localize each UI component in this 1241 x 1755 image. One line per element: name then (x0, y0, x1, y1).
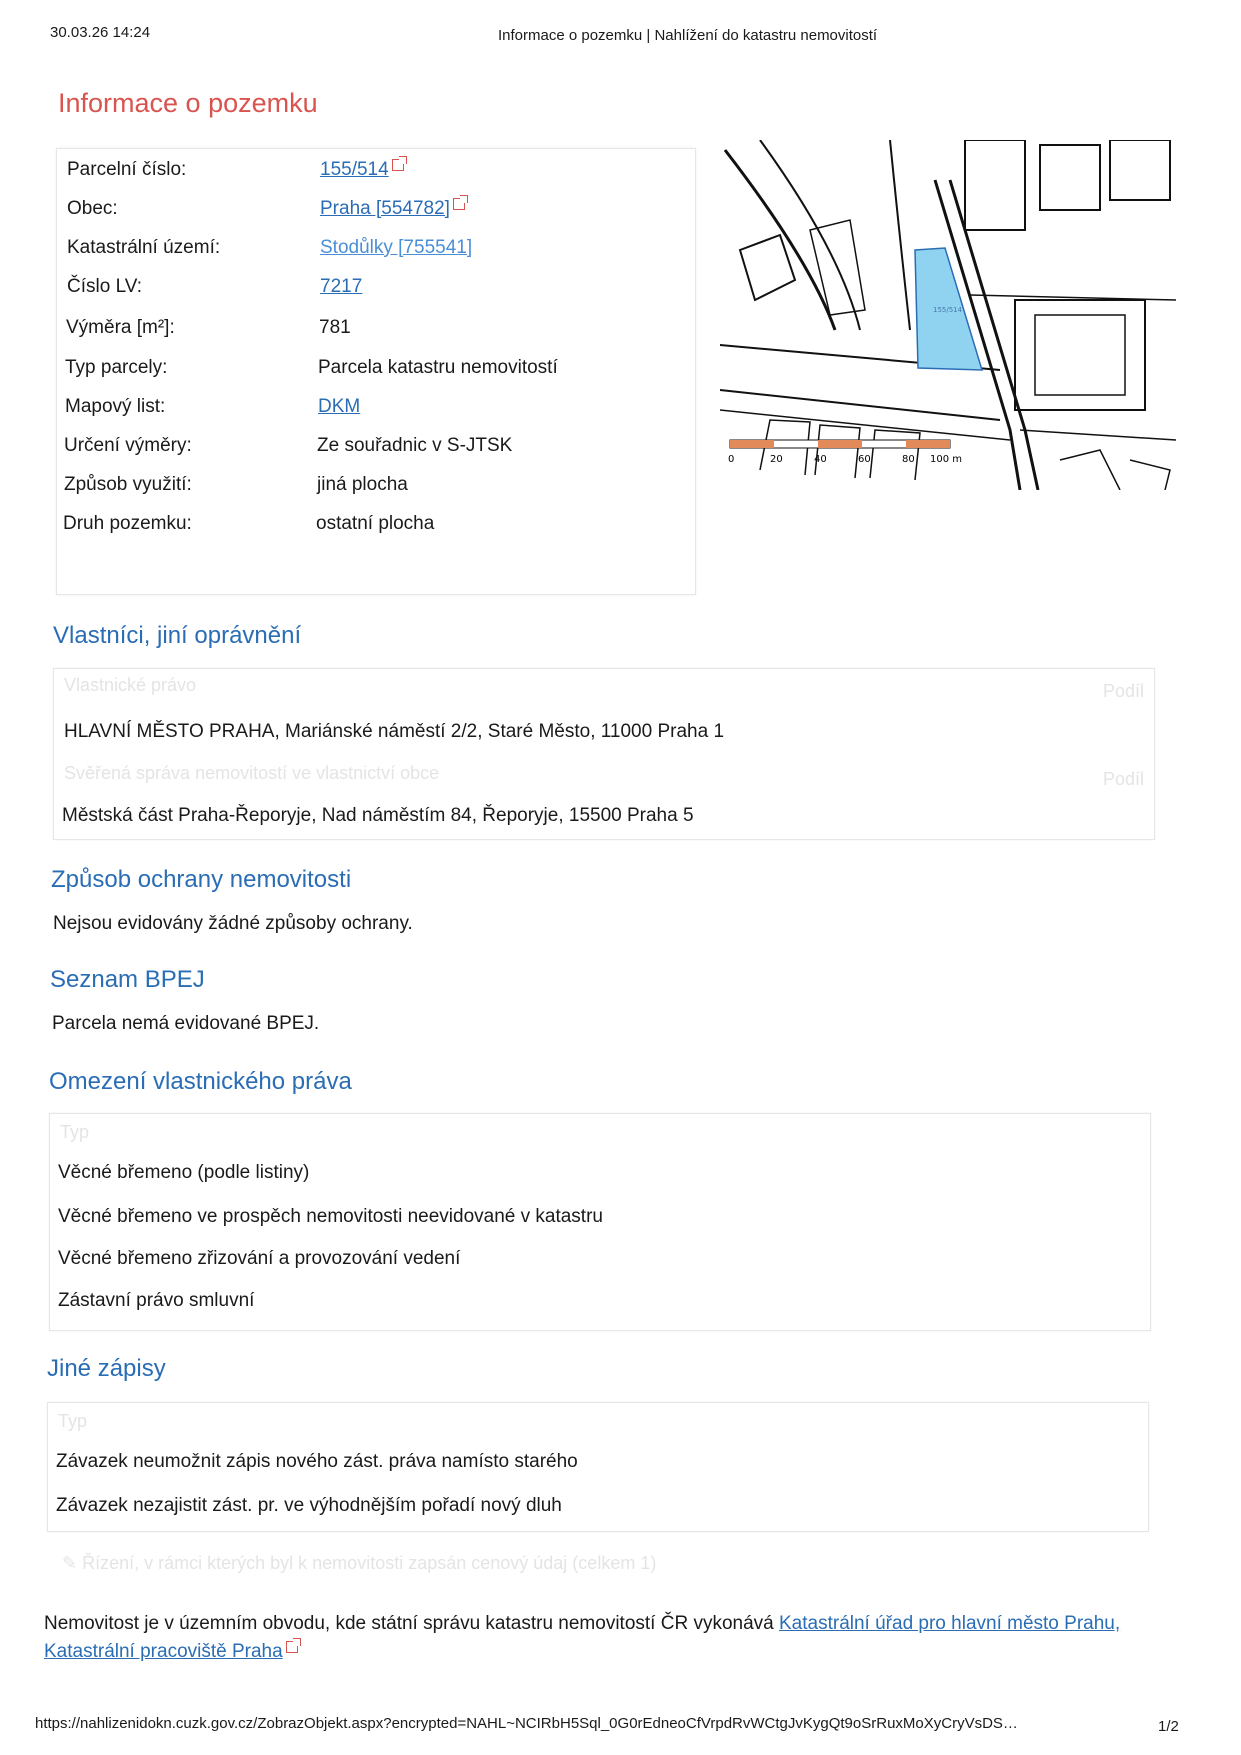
map-drawing (720, 140, 1176, 490)
scale-label: 80 (902, 454, 915, 465)
scale-label: 40 (814, 454, 827, 465)
scale-label: 0 (728, 454, 735, 465)
parcel-info-table (56, 148, 696, 595)
parcel-info-value (317, 474, 684, 500)
parcel-info-value (320, 237, 687, 263)
page-title: Informace o pozemku (58, 88, 318, 118)
scale-label: 20 (770, 454, 783, 465)
parcel-info-text: Parcela katastru nemovitostí (318, 357, 558, 378)
other-heading: Jiné zápisy (47, 1355, 166, 1382)
parcel-info-value (318, 396, 685, 422)
parcel-map[interactable] (720, 140, 1176, 490)
parcel-info-text: jiná plocha (317, 474, 408, 495)
restrictions-heading: Omezení vlastnického práva (49, 1068, 352, 1095)
bpej-heading: Seznam BPEJ (50, 966, 205, 993)
owners-panel (53, 668, 1155, 840)
parcel-info-value (319, 317, 686, 343)
parcel-info-row (67, 237, 687, 263)
scale-label: 60 (858, 454, 871, 465)
price-records-link[interactable] (62, 1553, 656, 1574)
parcel-info-label: Druh pozemku: (63, 513, 192, 534)
parcel-info-value (317, 435, 684, 461)
parcel-info-row (67, 276, 687, 302)
parcel-info-label: Určení výměry: (64, 435, 192, 456)
parcel-info-label: Způsob využití: (64, 474, 192, 495)
owners-heading: Vlastníci, jiní oprávnění (53, 622, 302, 649)
owners-group2-share-header: Podíl (1102, 769, 1144, 789)
price-records-text: Řízení, v rámci kterých byl k nemovitosti zapsán cenový údaj (celkem 1) (82, 1553, 657, 1573)
parcel-info-row (67, 159, 687, 185)
other-row: Závazek neumožnit zápis nového zást. práva namísto starého (56, 1451, 578, 1472)
parcel-info-row (65, 357, 685, 383)
owners-group2-header: Svěřená správa nemovitostí ve vlastnictví obce (64, 763, 440, 783)
scale-label: 100 m (930, 454, 963, 465)
restriction-row: Věcné břemeno ve prospěch nemovitosti neevidované v katastru (58, 1206, 603, 1227)
print-page-number: 1/2 (1158, 1718, 1179, 1735)
protection-text: Nejsou evidovány žádné způsoby ochrany. (53, 913, 413, 934)
parcel-info-label: Katastrální území: (67, 237, 221, 258)
parcel-info-label: Mapový list: (65, 396, 166, 417)
owners-group1-share-header: Podíl (1102, 681, 1144, 701)
parcel-info-label: Parcelní číslo: (67, 159, 187, 180)
parcel-info-text: ostatní plocha (316, 513, 435, 534)
parcel-info-row (66, 317, 686, 343)
other-panel (47, 1402, 1149, 1532)
parcel-info-link[interactable]: 155/514 (320, 159, 389, 180)
parcel-info-link[interactable]: 7217 (320, 276, 363, 297)
parcel-info-text: 781 (319, 317, 351, 338)
restrictions-panel (49, 1113, 1151, 1331)
parcel-info-label: Číslo LV: (67, 276, 142, 297)
parcel-info-value (318, 357, 685, 383)
bpej-text: Parcela nemá evidované BPEJ. (52, 1013, 320, 1034)
restriction-row: Věcné břemeno zřizování a provozování vedení (58, 1248, 461, 1269)
parcel-info-row (67, 198, 687, 224)
restriction-row: Věcné břemeno (podle listiny) (58, 1162, 310, 1183)
parcel-info-value (316, 513, 683, 539)
external-link-icon (453, 198, 465, 210)
other-type-header: Typ (58, 1411, 88, 1431)
jurisdiction-note (44, 1610, 1144, 1666)
restrictions-type-header: Typ (60, 1122, 90, 1142)
parcel-info-link[interactable]: Stodůlky [755541] (320, 237, 473, 258)
parcel-info-row (64, 435, 684, 461)
jurisdiction-text: Nemovitost je v územním obvodu, kde státní správu katastru nemovitostí ČR vykonává (44, 1613, 779, 1634)
parcel-info-link[interactable]: Praha [554782] (320, 198, 450, 219)
parcel-info-value (320, 159, 687, 185)
parcel-info-row (63, 513, 683, 539)
parcel-info-value (320, 276, 687, 302)
other-row: Závazek nezajistit zást. pr. ve výhodnějším pořadí nový dluh (56, 1495, 562, 1516)
print-title: Informace o pozemku | Nahlížení do katastru nemovitostí (498, 27, 878, 44)
parcel-info-link[interactable]: DKM (318, 396, 361, 417)
parcel-map-label: 155/514 (933, 306, 963, 314)
print-date: 30.03.26 14:24 (50, 24, 151, 41)
parcel-info-label: Obec: (67, 198, 118, 219)
external-link-icon (392, 159, 404, 171)
owner-row: HLAVNÍ MĚSTO PRAHA, Mariánské náměstí 2/2, Staré Město, 11000 Praha 1 (64, 721, 725, 742)
parcel-info-value (320, 198, 687, 224)
cadastral-office-link[interactable]: Katastrální úřad pro hlavní město Prahu, Katastrální pracoviště Praha (44, 1613, 1121, 1662)
owners-group1-header: Vlastnické právo (64, 675, 197, 695)
restriction-row: Zástavní právo smluvní (58, 1290, 255, 1311)
parcel-info-row (64, 474, 684, 500)
parcel-info-label: Typ parcely: (65, 357, 168, 378)
external-link-icon (286, 1641, 298, 1653)
protection-heading: Způsob ochrany nemovitosti (51, 866, 352, 893)
print-url: https://nahlizenidokn.cuzk.gov.cz/ZobrazObjekt.aspx?encrypted=NAHL~NCIRbH5Sql_0G0rEdneoCfVrpdRvWCtgJvKygQt9oSrRuxMoXyCryVsDS… (35, 1715, 1018, 1732)
parcel-info-text: Ze souřadnic v S-JTSK (317, 435, 513, 456)
parcel-info-row (65, 396, 685, 422)
owner-row: Městská část Praha-Řeporyje, Nad náměstím 84, Řeporyje, 15500 Praha 5 (62, 805, 694, 826)
parcel-info-label: Výměra [m²]: (66, 317, 175, 338)
pencil-icon: ✎ (62, 1553, 78, 1573)
